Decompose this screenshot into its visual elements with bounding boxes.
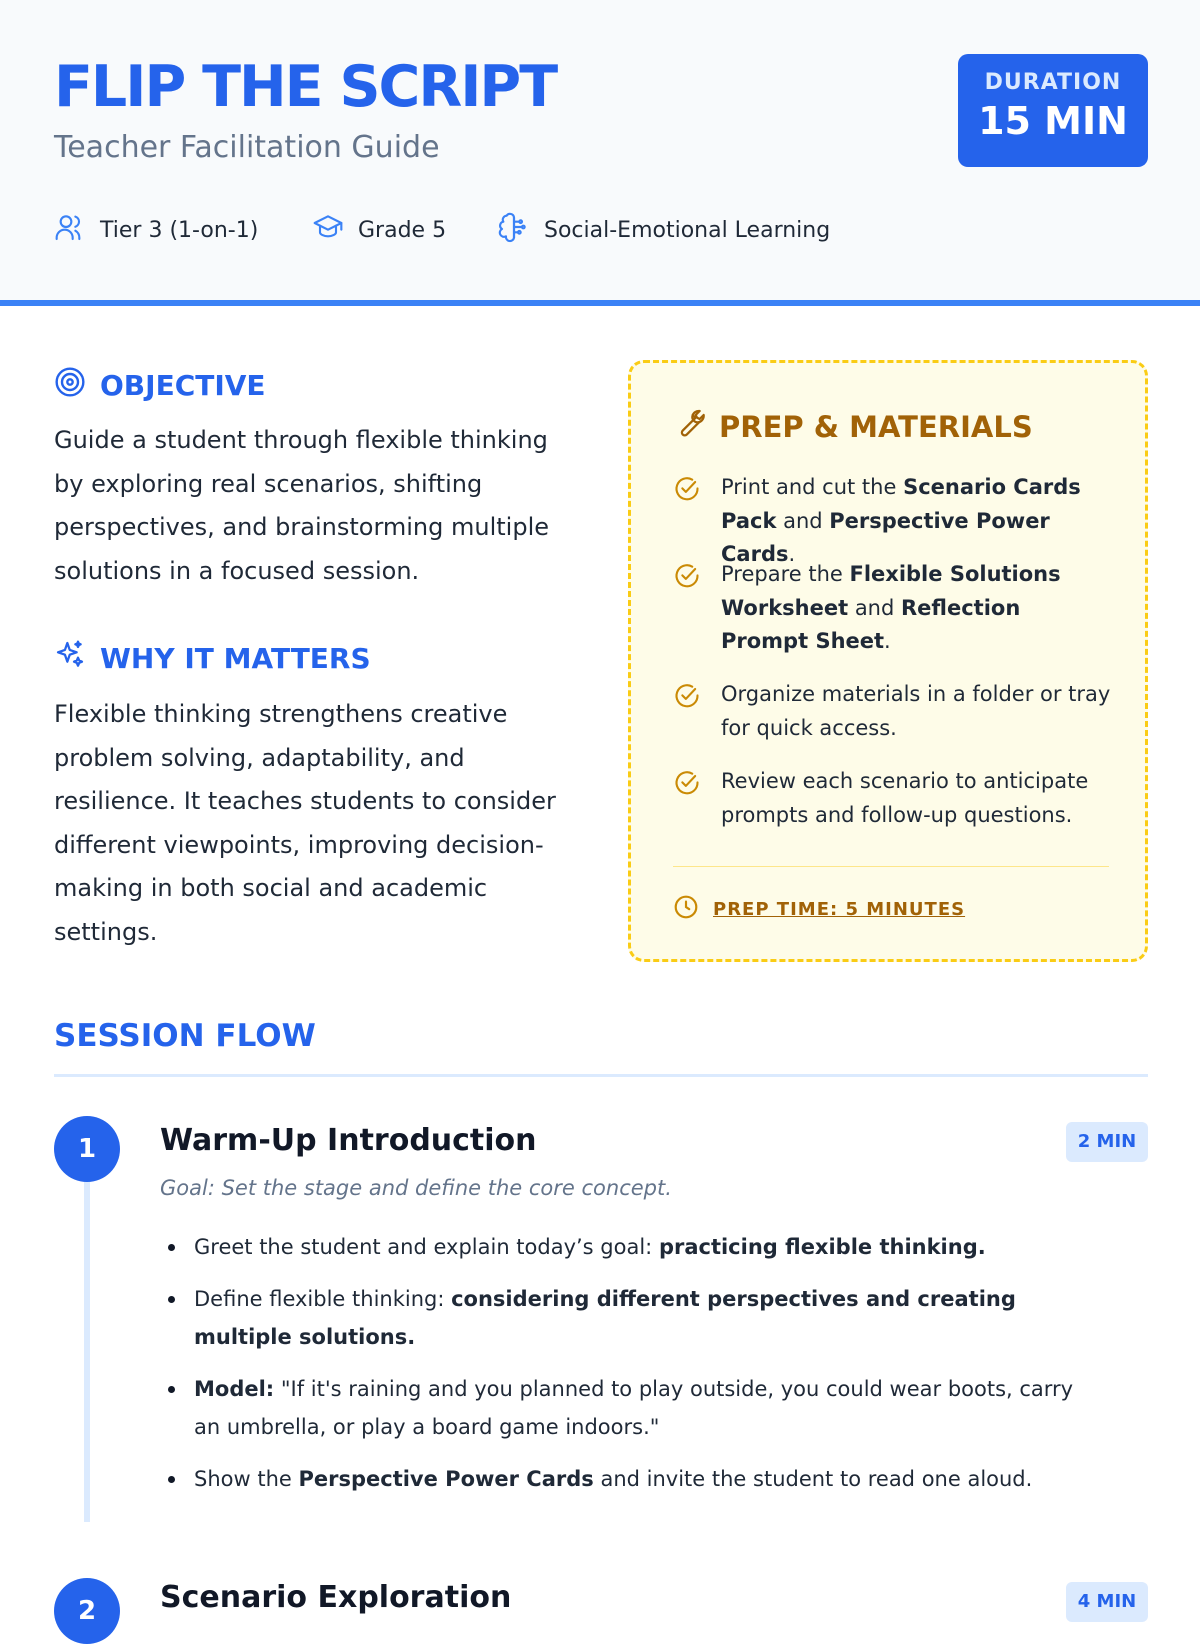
step-goal: Goal: Set the stage and define the core concept. — [160, 1176, 672, 1200]
sparkles-icon — [54, 639, 86, 678]
wrench-icon — [673, 407, 705, 446]
meta-tier — [54, 212, 258, 248]
prep-time-text: PREP TIME: 5 MINUTES — [713, 899, 966, 920]
why-heading-text: WHY IT MATTERS — [100, 642, 371, 675]
meta-tier-text: Tier 3 (1-on-1) — [100, 217, 259, 243]
list-item: Define flexible thinking: considering different perspectives and creating multiple solutions. — [160, 1280, 1090, 1356]
duration-badge — [958, 54, 1148, 167]
why-heading — [54, 639, 371, 678]
header — [0, 0, 1200, 306]
prep-heading-text: PREP & MATERIALS — [719, 409, 1033, 444]
page-subtitle: Teacher Facilitation Guide — [54, 130, 440, 165]
duration-value: 15 MIN — [978, 99, 1128, 143]
check-circle-icon — [673, 558, 701, 659]
step-title: Warm-Up Introduction — [160, 1123, 537, 1158]
check-circle-icon — [673, 678, 701, 745]
prep-card — [628, 360, 1148, 962]
objective-text: Guide a student through flexible thinking by exploring real scenarios, shifting perspectives, and brainstorming multiple solutions in a focused session. — [54, 426, 550, 585]
meta-grade — [312, 212, 446, 248]
step-number: 2 — [54, 1578, 120, 1644]
prep-item — [673, 678, 1113, 745]
check-circle-icon — [673, 765, 701, 832]
step-title: Scenario Exploration — [160, 1580, 512, 1615]
page-title: FLIP THE SCRIPT — [54, 54, 557, 120]
prep-item-text: Review each scenario to anticipate prompts and follow-up questions. — [721, 769, 1089, 827]
objective-heading — [54, 366, 266, 405]
meta-grade-text: Grade 5 — [358, 217, 447, 243]
step-duration-badge: 4 MIN — [1066, 1582, 1148, 1622]
step-bullet-list — [160, 1228, 1090, 1498]
target-icon — [54, 366, 86, 405]
prep-divider — [673, 866, 1109, 867]
step-number: 1 — [54, 1116, 120, 1182]
list-item: Show the Perspective Power Cards and invite the student to read one aloud. — [160, 1460, 1090, 1498]
brain-icon — [498, 211, 530, 249]
prep-item-text: Prepare the Flexible Solutions Worksheet and Reflection Prompt Sheet. — [721, 562, 1061, 653]
session-flow-divider — [54, 1074, 1148, 1077]
session-flow-heading: SESSION FLOW — [54, 1018, 316, 1054]
graduation-cap-icon — [312, 211, 344, 249]
list-item: Model: "If it's raining and you planned to play outside, you could wear boots, carry an umbrella, or play a board game indoors." — [160, 1370, 1090, 1446]
prep-item-text: Organize materials in a folder or tray for quick access. — [721, 682, 1111, 740]
list-item: Greet the student and explain today’s goal: practicing flexible thinking. — [160, 1228, 1090, 1266]
meta-subject-text: Social-Emotional Learning — [544, 217, 831, 243]
prep-item-text: Print and cut the Scenario Cards Pack and Perspective Power Cards. — [721, 475, 1081, 566]
prep-heading — [673, 407, 1033, 446]
check-circle-icon — [673, 471, 701, 572]
step-timeline-line — [84, 1150, 90, 1522]
prep-item — [673, 558, 1113, 659]
users-icon — [54, 211, 86, 249]
step-duration-badge: 2 MIN — [1066, 1122, 1148, 1162]
prep-item — [673, 471, 1113, 572]
objective-heading-text: OBJECTIVE — [100, 369, 266, 402]
prep-item — [673, 765, 1113, 832]
meta-subject — [498, 212, 830, 248]
why-text: Flexible thinking strengthens creative problem solving, adaptability, and resilience. It teaches students to consider different viewpoints, improving decision-making in both social and academic settings. — [54, 700, 556, 946]
clock-icon — [673, 894, 699, 925]
prep-time — [673, 894, 965, 925]
duration-label: DURATION — [984, 70, 1122, 95]
